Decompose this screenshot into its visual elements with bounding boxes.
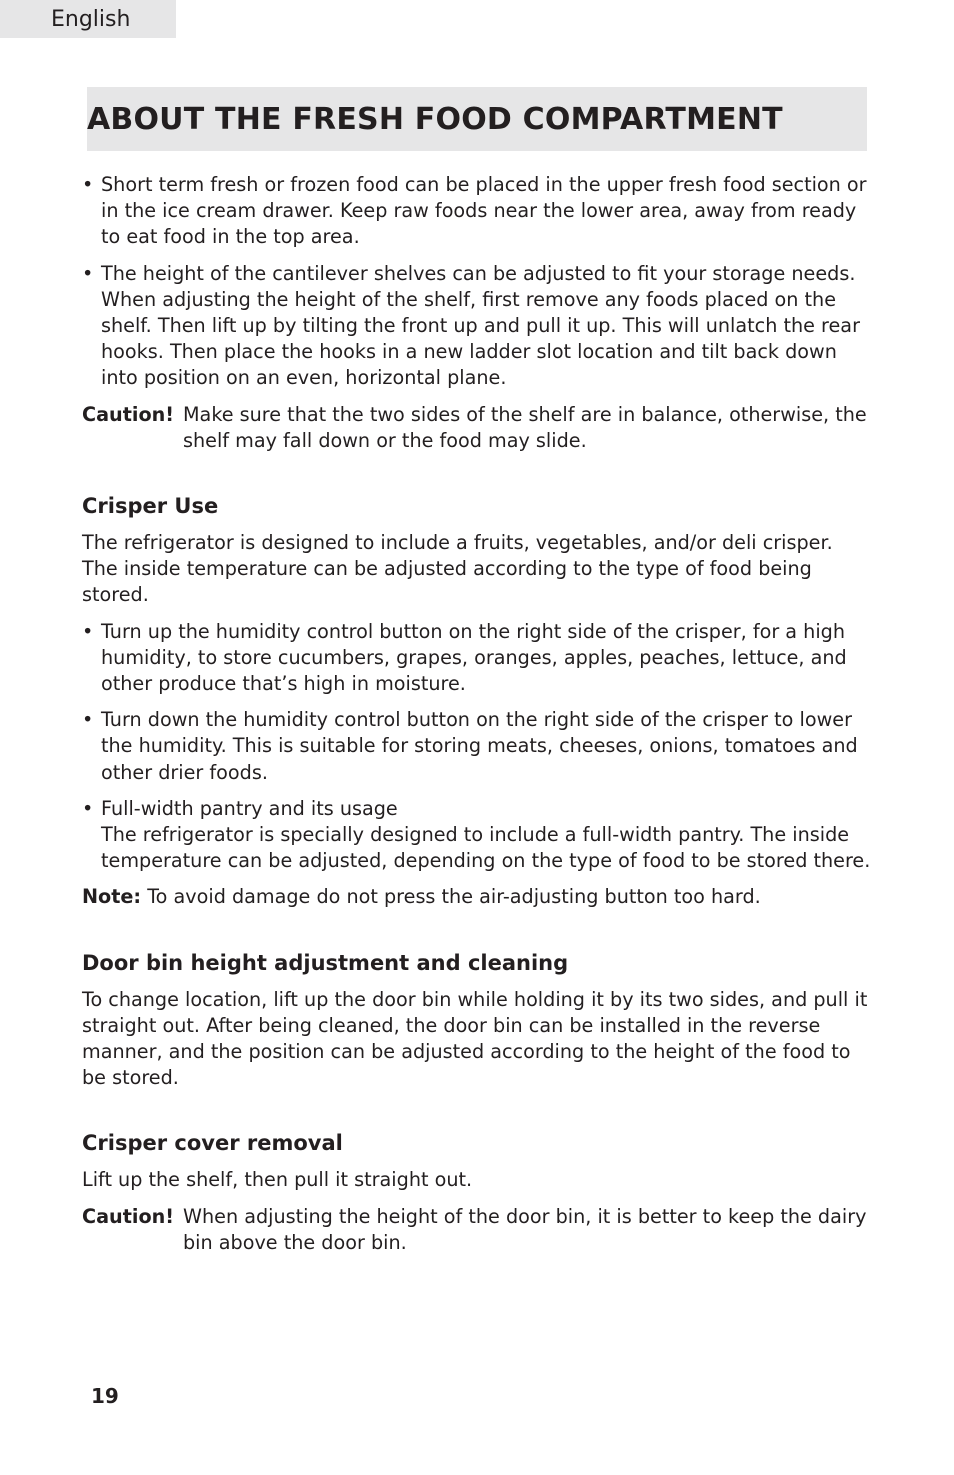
bullet-text: Turn down the humidity control button on the right side of the crisper to lower the humidity. This is suitable for storing meats, cheeses, onions, tomatoes and other drier foods. — [101, 708, 858, 784]
bullet-text: Turn up the humidity control button on the right side of the crisper, for a high humidity, to store cucumbers, grapes, oranges, apples, peaches, lettuce, and other produce that’s high in moisture. — [101, 619, 847, 696]
language-tab — [0, 0, 176, 38]
bullet-item — [82, 796, 874, 875]
page-content — [82, 172, 874, 1266]
section-crisper-use — [82, 492, 874, 911]
bullet-dot: • — [82, 796, 94, 820]
section-text: To change location, lift up the door bin while holding it by its two sides, and pull it straight out. After being cleaned, the door bin can be installed in the reverse manner, and the position can be adjusted according to the height of the food to be stored. — [82, 987, 868, 1090]
bullet-dot: • — [82, 261, 94, 285]
section-door-bin — [82, 949, 874, 1092]
bullet-text: The height of the cantilever shelves can be adjusted to fit your storage needs. When adjusting the height of the shelf, first remove any foods placed on the shelf. Then lift up by tilting the front up and pull it up. This will unlatch the rear hooks. Then place the hooks in a new ladder slot location and tilt back down into position on an even, horizontal plane. — [101, 261, 860, 390]
bullet-dot: • — [82, 619, 94, 643]
section-text: Lift up the shelf, then pull it straight out. — [82, 1168, 473, 1192]
caution-text: Make sure that the two sides of the shelf are in balance, otherwise, the shelf may fall down or the food may slide. — [183, 402, 867, 452]
page-number: 19 — [91, 1384, 119, 1408]
bullet-item — [82, 707, 874, 786]
note — [82, 884, 874, 910]
bullet-item — [82, 619, 874, 698]
caution-label: Caution! — [82, 402, 175, 426]
bullet-text: Full-width pantry and its usage — [101, 796, 398, 820]
caution-note — [82, 1204, 874, 1256]
bullet-item — [82, 261, 874, 392]
bullet-dot: • — [82, 708, 94, 732]
title-bar — [87, 87, 867, 151]
section-heading: Door bin height adjustment and cleaning — [82, 950, 569, 975]
caution-text: When adjusting the height of the door bin, it is better to keep the dairy bin above the door bin. — [183, 1204, 867, 1254]
language-label: English — [51, 7, 131, 32]
bullet-dot: • — [82, 173, 94, 196]
bullet-text: Short term fresh or frozen food can be placed in the upper fresh food section or in the ice cream drawer. Keep raw foods near the lower area, away from ready to eat food in the top area. — [101, 173, 867, 249]
section-text: The refrigerator is designed to include a fruits, vegetables, and/or deli crisper. The inside temperature can be adjusted according to the type of food being stored. — [82, 531, 833, 607]
note-label: Note: — [82, 885, 142, 909]
bullet-item — [82, 172, 874, 251]
page-title: ABOUT THE FRESH FOOD COMPARTMENT — [87, 102, 783, 137]
caution-label: Caution! — [82, 1204, 175, 1228]
note-text: To avoid damage do not press the air-adjusting button too hard. — [147, 885, 761, 909]
bullet-text: The refrigerator is specially designed to include a full-width pantry. The inside temperature can be adjusted, depending on the type of food to be stored there. — [101, 823, 871, 873]
section-heading: Crisper cover removal — [82, 1131, 343, 1156]
section-crisper-cover — [82, 1129, 874, 1256]
caution-note — [82, 402, 874, 454]
section-heading: Crisper Use — [82, 494, 219, 519]
